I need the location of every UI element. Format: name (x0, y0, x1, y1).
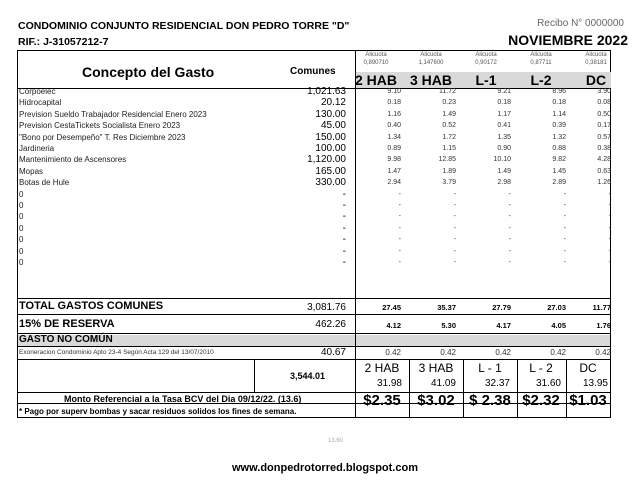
expense-share-4: - (608, 259, 611, 266)
expense-share-0: - (398, 202, 401, 209)
expense-share-0: - (398, 190, 401, 198)
expense-share-2: - (508, 236, 511, 244)
expense-share-3: - (563, 202, 566, 209)
expense-share-0: 0.89 (387, 145, 401, 152)
summary-bs-1: 41.09 (430, 378, 456, 389)
expense-common-amount: 1,120.00 (307, 154, 346, 166)
expense-share-3: 9.82 (552, 156, 566, 164)
expense-share-3: 0.88 (552, 145, 566, 152)
summary-bs-4: 13.95 (582, 378, 608, 389)
expense-label: 0 (19, 258, 24, 267)
concept-column-title: Concepto del Gasto (82, 64, 215, 80)
reserve-label: 15% DE RESERVA (19, 318, 115, 330)
expense-share-0: 9.98 (387, 156, 401, 164)
expense-share-0: - (398, 213, 401, 221)
expense-common-amount: - (342, 234, 346, 246)
expense-share-1: - (453, 247, 456, 255)
expense-share-3: - (563, 247, 566, 255)
expense-share-3: 2.89 (552, 179, 566, 187)
total-common-amount: 3,081.76 (307, 302, 346, 313)
expense-share-4: - (608, 247, 611, 255)
expense-label: Corpoelec (19, 87, 56, 96)
column-header-1: 3 HAB (409, 72, 452, 88)
expense-share-2: 0.18 (497, 99, 511, 107)
alicuota-label: Alicuota (475, 52, 497, 58)
expense-share-4: 4.28 (597, 156, 611, 164)
expense-share-3: - (563, 190, 566, 198)
expense-share-4: 1.26 (597, 179, 611, 187)
expense-common-amount: - (342, 188, 346, 200)
exoneration-share-1: 0.42 (440, 348, 456, 357)
website-link[interactable]: www.donpedrotorred.blogspot.com (232, 462, 418, 474)
expense-share-1: 0.23 (442, 99, 456, 107)
expense-share-2: - (508, 202, 511, 209)
alicuota-value: 0,87711 (530, 60, 552, 66)
expense-common-amount: 130.00 (315, 108, 346, 120)
grid-line (254, 359, 255, 392)
reserve-share-4: 1.76 (596, 321, 611, 330)
expense-share-2: 1.35 (497, 133, 511, 141)
rif-number: RIF.: J-31057212-7 (18, 36, 109, 48)
summary-bs-2: 32.37 (484, 378, 510, 389)
total-share-4: 11.77 (592, 303, 611, 312)
exoneration-share-4: 0.42 (595, 348, 611, 357)
exoneration-label: Exoneracion Condominio Apto 23-4 Según Acta 129 del 13/07/2010 (19, 349, 214, 356)
alicuota-label: Alicuota (530, 52, 552, 58)
expense-share-1: - (453, 236, 456, 244)
expense-share-2: 0.41 (497, 122, 511, 130)
expense-share-3: 1.14 (552, 110, 566, 118)
expense-label: Mantenimiento de Ascensores (19, 155, 127, 165)
grid-line (17, 298, 611, 299)
expense-share-2: - (508, 247, 511, 255)
expense-share-3: - (563, 224, 566, 232)
expense-share-3: 8.96 (552, 88, 566, 95)
expense-share-2: - (508, 259, 511, 266)
total-label: TOTAL GASTOS COMUNES (19, 300, 164, 312)
expense-share-3: - (563, 236, 566, 244)
expense-common-amount: 150.00 (315, 131, 346, 143)
expense-share-4: 3.90 (597, 88, 611, 95)
expense-share-4: 0.63 (597, 167, 611, 175)
expense-share-4: 0.38 (597, 145, 611, 152)
expense-share-0: 0.40 (387, 122, 401, 130)
summary-bs-3: 31.60 (535, 378, 561, 389)
expense-share-4: 0.17 (597, 122, 611, 130)
expense-share-4: 0.08 (597, 99, 611, 107)
summary-usd-0: $2.35 (363, 392, 401, 409)
summary-header-0: 2 HAB (364, 361, 400, 375)
expense-share-3: - (563, 259, 566, 266)
expense-common-amount: - (342, 245, 346, 257)
expense-label: Mopas (19, 166, 44, 176)
exoneration-share-0: 0.42 (385, 348, 401, 357)
alicuota-label: Alicuota (585, 52, 607, 58)
expense-common-amount: - (342, 222, 346, 234)
summary-header-2: L - 1 (478, 361, 502, 375)
expense-share-0: - (398, 236, 401, 244)
total-share-2: 27.79 (492, 303, 511, 312)
expense-share-2: 1.49 (497, 167, 511, 175)
expense-share-1: 1.89 (442, 167, 456, 175)
expense-share-1: - (453, 202, 456, 209)
expense-share-2: 10.10 (493, 156, 511, 164)
expense-label: "Bono por Desempeño" T. Res Diciembre 2023 (19, 132, 186, 142)
expense-share-3: 0.39 (552, 122, 566, 130)
alicuota-value: 1,147600 (418, 60, 444, 66)
expense-label: Prevision CestaTickets Socialista Enero 2023 (19, 121, 181, 131)
expense-share-4: - (608, 213, 611, 221)
expense-share-1: 3.79 (442, 179, 456, 187)
expense-share-0: - (398, 247, 401, 255)
expense-share-1: 1.49 (442, 110, 456, 118)
expense-label: 0 (19, 235, 24, 245)
expense-share-1: 11.72 (439, 88, 456, 95)
reserve-share-2: 4.17 (496, 321, 511, 330)
expense-share-4: - (608, 202, 611, 209)
grid-line (17, 359, 611, 360)
expense-label: Hidrocapital (19, 98, 62, 108)
expense-label: Jardineria (19, 144, 55, 153)
expense-share-3: 0.18 (552, 99, 566, 107)
expense-share-1: - (453, 213, 456, 221)
column-header-0: 2 HAB (354, 72, 397, 88)
expense-share-2: 0.90 (497, 145, 511, 152)
summary-header-1: 3 HAB (418, 361, 454, 375)
expense-label: 0 (19, 189, 24, 199)
expense-share-0: 0.18 (387, 99, 401, 107)
column-header-4: DC (585, 72, 607, 88)
expense-share-1: - (453, 259, 456, 266)
alicuota-value: 0,38181 (585, 60, 607, 66)
expense-share-2: 2.98 (497, 179, 511, 187)
expense-share-4: - (608, 236, 611, 244)
expense-common-amount: - (342, 200, 346, 211)
billing-month: NOVIEMBRE 2022 (508, 32, 628, 48)
expense-share-0: 1.47 (387, 167, 401, 175)
summary-usd-1: $3.02 (417, 392, 455, 409)
expense-share-1: 12.85 (438, 156, 456, 164)
expense-share-0: - (398, 259, 401, 266)
expense-share-2: - (508, 190, 511, 198)
comunes-column-title: Comunes (290, 66, 336, 77)
grand-total: 3,544.01 (289, 371, 325, 381)
expense-common-amount: 20.12 (320, 97, 346, 109)
summary-header-3: L - 2 (529, 361, 553, 375)
expense-label: 0 (19, 201, 24, 210)
expense-share-0: 9.10 (387, 88, 401, 95)
expense-share-2: - (508, 213, 511, 221)
reserve-common-amount: 462.26 (315, 319, 346, 330)
expense-share-4: - (608, 190, 611, 198)
grid-line (17, 314, 611, 315)
exoneration-common-amount: 40.67 (320, 347, 346, 358)
reserve-share-3: 4.05 (551, 321, 566, 330)
alicuota-value: 0,90172 (475, 60, 497, 66)
expense-share-1: - (453, 190, 456, 198)
summary-header-4: DC (579, 361, 597, 375)
alicuota-value: 0,890710 (363, 60, 389, 66)
column-header-3: L-2 (530, 72, 552, 88)
total-share-0: 27.45 (382, 303, 401, 312)
expense-share-1: 1.15 (442, 145, 456, 152)
expense-label: 0 (19, 223, 24, 233)
expense-common-amount: - (342, 211, 346, 223)
expense-common-amount: 45.00 (320, 120, 346, 132)
expense-common-amount: - (342, 257, 346, 268)
expense-share-1: 0.52 (442, 122, 456, 130)
expense-common-amount: 330.00 (315, 177, 346, 189)
expense-share-0: - (398, 224, 401, 232)
expense-share-0: 2.94 (387, 179, 401, 187)
alicuota-label: Alicuota (365, 52, 387, 58)
expense-share-3: 1.45 (552, 167, 566, 175)
column-header-2: L-1 (475, 72, 497, 88)
total-share-3: 27.03 (547, 303, 566, 312)
footnote: * Pago por superv bombas y sacar residuos solidos los fines de semana. (19, 407, 297, 416)
expense-share-2: 1.17 (497, 110, 511, 118)
expense-label: Botas de Hule (19, 178, 70, 188)
reserve-share-0: 4.12 (386, 321, 401, 330)
expense-share-2: 9.21 (497, 88, 511, 95)
expense-label: Prevision Sueldo Trabajador Residencial Enero 2023 (19, 109, 207, 119)
alicuota-label: Alicuota (420, 52, 442, 58)
expense-common-amount: 100.00 (315, 143, 346, 154)
expense-common-amount: 1,021.63 (307, 86, 346, 97)
expense-common-amount: 165.00 (315, 165, 346, 177)
exoneration-share-3: 0.42 (550, 348, 566, 357)
expense-label: 0 (19, 246, 24, 256)
expense-share-1: 1.72 (442, 133, 456, 141)
expense-share-0: 1.34 (387, 133, 401, 141)
monto-referencial-label: Monto Referencial a la Tasa BCV del Dia 09/12/22. (13.6) (64, 394, 302, 404)
summary-usd-4: $1.03 (569, 392, 607, 409)
reserve-share-1: 5.30 (441, 321, 456, 330)
building-name: CONDOMINIO CONJUNTO RESIDENCIAL DON PEDRO TORRE "D" (18, 20, 350, 32)
total-share-1: 35.37 (437, 303, 456, 312)
summary-usd-2: $ 2.38 (469, 392, 511, 409)
expense-share-3: - (563, 213, 566, 221)
receipt-number: Recibo N° 0000000 (537, 18, 624, 29)
expense-share-4: 0.50 (597, 110, 611, 118)
expense-share-0: 1.16 (387, 110, 401, 118)
expense-share-1: - (453, 224, 456, 232)
exoneration-share-2: 0.42 (495, 348, 511, 357)
summary-bs-0: 31.98 (376, 378, 402, 389)
summary-usd-3: $2.32 (522, 392, 560, 409)
no-common-label: GASTO NO COMÚN (19, 334, 113, 345)
expense-label: 0 (19, 212, 24, 222)
expense-share-4: - (608, 224, 611, 232)
exchange-rate-note: 13.60 (328, 438, 344, 444)
expense-share-4: 0.57 (597, 133, 611, 141)
expense-share-2: - (508, 224, 511, 232)
expense-share-3: 1.32 (552, 133, 566, 141)
